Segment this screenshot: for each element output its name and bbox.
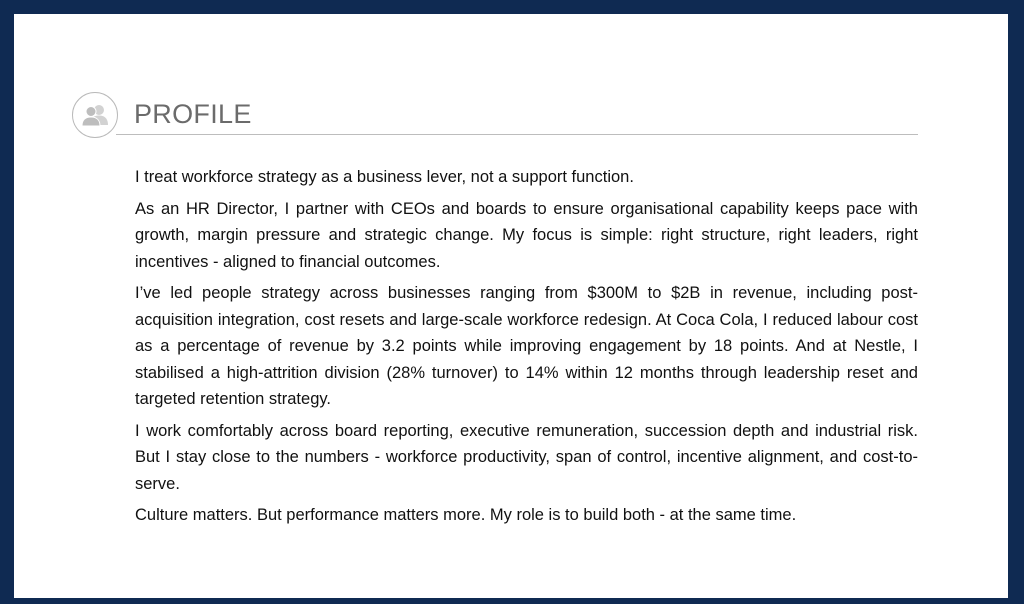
header-divider	[116, 134, 918, 135]
people-icon	[72, 92, 118, 138]
people-icon-glyph	[79, 103, 111, 127]
paragraph: I’ve led people strategy across businesses ranging from $300M to $2B in revenue, including post-acquisition integration, cost resets and large-scale workforce redesign. At Coca Cola, I reduced labour cost as a percentage of revenue by 3.2 points while improving engagement by 18 points. And at Nestle, I stabilised a high-attrition division (28% turnover) to 14% within 12 months through leadership reset and targeted retention strategy.	[135, 284, 918, 408]
document-page	[14, 14, 1008, 598]
paragraph: As an HR Director, I partner with CEOs and boards to ensure organisational capability keeps pace with growth, margin pressure and strategic change. My focus is simple: right structure, right leaders, right incentives - aligned to financial outcomes.	[135, 199, 918, 271]
profile-section-header	[72, 92, 918, 142]
section-title: PROFILE	[134, 99, 252, 129]
paragraph: Culture matters. But performance matters more. My role is to build both - at the same time.	[135, 506, 797, 524]
paragraph: I treat workforce strategy as a business lever, not a support function.	[135, 168, 634, 186]
paragraph: I work comfortably across board reporting, executive remuneration, succession depth and industrial risk. But I stay close to the numbers - workforce productivity, span of control, incentive alignment, and cost-to-serve.	[135, 421, 918, 493]
profile-body	[135, 164, 918, 534]
